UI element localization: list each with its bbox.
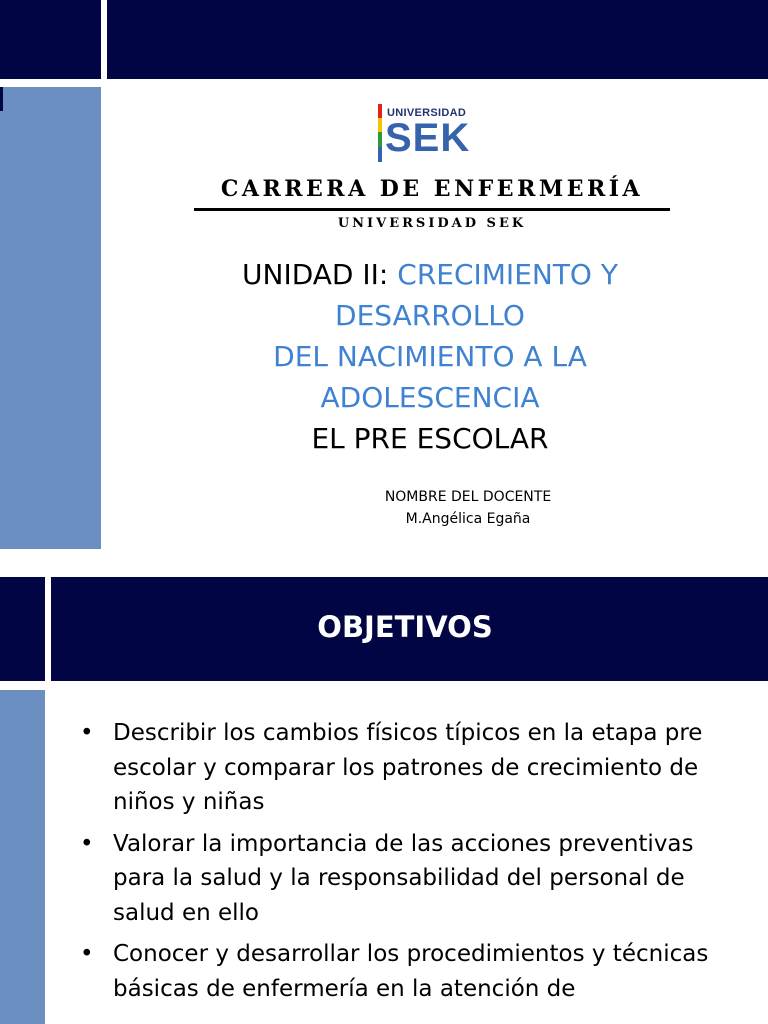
- topic-title: EL PRE ESCOLAR: [311, 422, 549, 455]
- logo-stripe-green: [378, 132, 382, 147]
- slide1-side-bar: [0, 87, 101, 549]
- list-item: [80, 827, 740, 931]
- unit-title-line2: DESARROLLO: [335, 299, 525, 332]
- objectives-list: [80, 716, 740, 1013]
- logo-stripe-yellow: [378, 118, 382, 132]
- program-title: CARRERA DE ENFERMERÍA: [220, 176, 644, 202]
- objectives-title: OBJETIVOS: [317, 610, 493, 644]
- logo-stripe-red: [378, 104, 382, 118]
- objective-text: Conocer y desarrollar los procedimientos y técnicas básicas de enfermería en la atención de: [113, 941, 709, 1002]
- bullet-icon: •: [80, 941, 94, 967]
- slide2-header-block-left: [0, 577, 45, 681]
- logo-stripe-blue: [378, 147, 382, 162]
- slide1-header-block-left: [0, 0, 101, 79]
- teacher-info: [360, 486, 576, 530]
- bullet-icon: •: [80, 720, 94, 746]
- logo-main-text: SEK: [385, 116, 471, 160]
- slide1-side-notch: [0, 87, 3, 111]
- unit-prefix: UNIDAD II:: [242, 258, 389, 291]
- unit-title-line4: ADOLESCENCIA: [320, 381, 540, 414]
- list-item: [80, 716, 740, 820]
- university-subtitle: UNIVERSIDAD SEK: [337, 216, 527, 231]
- slide1-header-block: [107, 0, 768, 79]
- bullet-icon: •: [80, 830, 94, 857]
- slide2-side-bar: [0, 690, 45, 1024]
- logo-color-stripe: [378, 104, 382, 162]
- unit-title: [160, 254, 700, 459]
- university-logo: [378, 104, 488, 164]
- unit-title-line1: CRECIMIENTO Y: [397, 258, 618, 291]
- objective-text: Describir los cambios físicos típicos en la etapa pre escolar y comparar los patrones de crecimiento de niños y niñas: [113, 720, 703, 815]
- unit-title-line3: DEL NACIMIENTO A LA: [273, 340, 587, 373]
- list-item: [80, 937, 740, 1006]
- logo-top-text: UNIVERSIDAD: [387, 107, 467, 119]
- objective-text: Valorar la importancia de las acciones preventivas para la salud y la responsabilidad del personal de salud en ello: [113, 830, 694, 926]
- teacher-label: NOMBRE DEL DOCENTE: [384, 489, 552, 505]
- program-title-underline: [194, 208, 670, 211]
- teacher-name: M.Angélica Egaña: [405, 511, 531, 527]
